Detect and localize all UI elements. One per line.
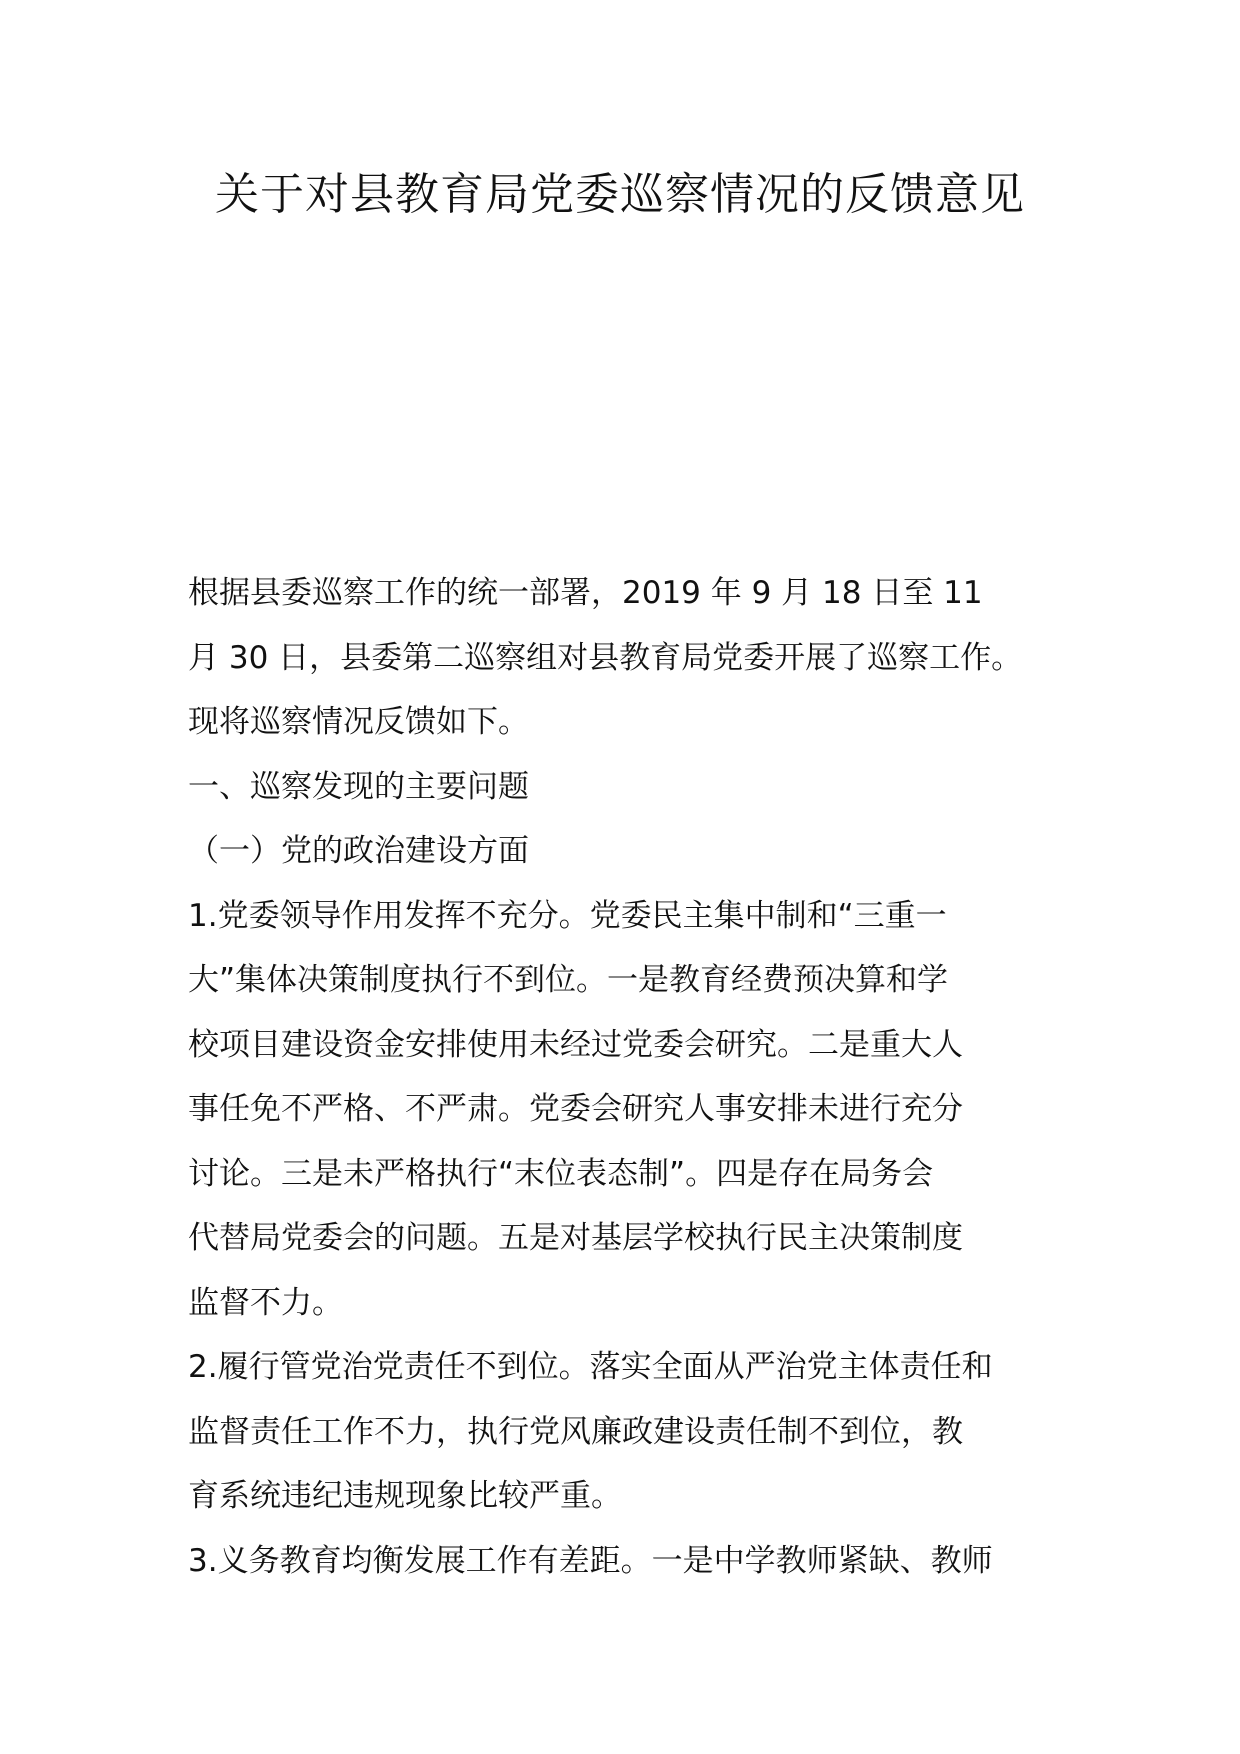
- body-line: 根据县委巡察工作的统一部署，2019 年 9 月 18 日至 11: [188, 575, 983, 611]
- subsection-heading: （一）党的政治建设方面: [188, 833, 529, 869]
- section-heading: 一、巡察发现的主要问题: [188, 768, 529, 805]
- body-line: 月 30 日，县委第二巡察组对县教育局党委开展了巡察工作。: [188, 639, 1023, 676]
- body-line: 2.履行管党治党责任不到位。落实全面从严治党主体责任和: [188, 1349, 993, 1385]
- body-line: 校项目建设资金安排使用未经过党委会研究。二是重大人: [188, 1026, 963, 1063]
- body-line: 大”集体决策制度执行不到位。一是教育经费预决算和学: [188, 962, 949, 998]
- body-line: 育系统违纪违规现象比较严重。: [188, 1478, 622, 1514]
- body-line: 3.义务教育均衡发展工作有差距。一是中学教师紧缺、教师: [188, 1542, 993, 1579]
- body-line: 监督责任工作不力，执行党风廉政建设责任制不到位，教: [188, 1413, 963, 1450]
- body-line: 事任免不严格、不严肃。党委会研究人事安排未进行充分: [188, 1091, 963, 1127]
- document-title: 关于对县教育局党委巡察情况的反馈意见: [215, 169, 1025, 220]
- body-line: 1.党委领导作用发挥不充分。党委民主集中制和“三重一: [188, 897, 947, 934]
- body-line: 讨论。三是未严格执行“末位表态制”。四是存在局务会: [188, 1155, 934, 1192]
- body-line: 监督不力。: [188, 1284, 343, 1321]
- body-line: 代替局党委会的问题。五是对基层学校执行民主决策制度: [188, 1220, 963, 1256]
- body-line: 现将巡察情况反馈如下。: [188, 704, 529, 740]
- document-body: [188, 561, 1068, 1593]
